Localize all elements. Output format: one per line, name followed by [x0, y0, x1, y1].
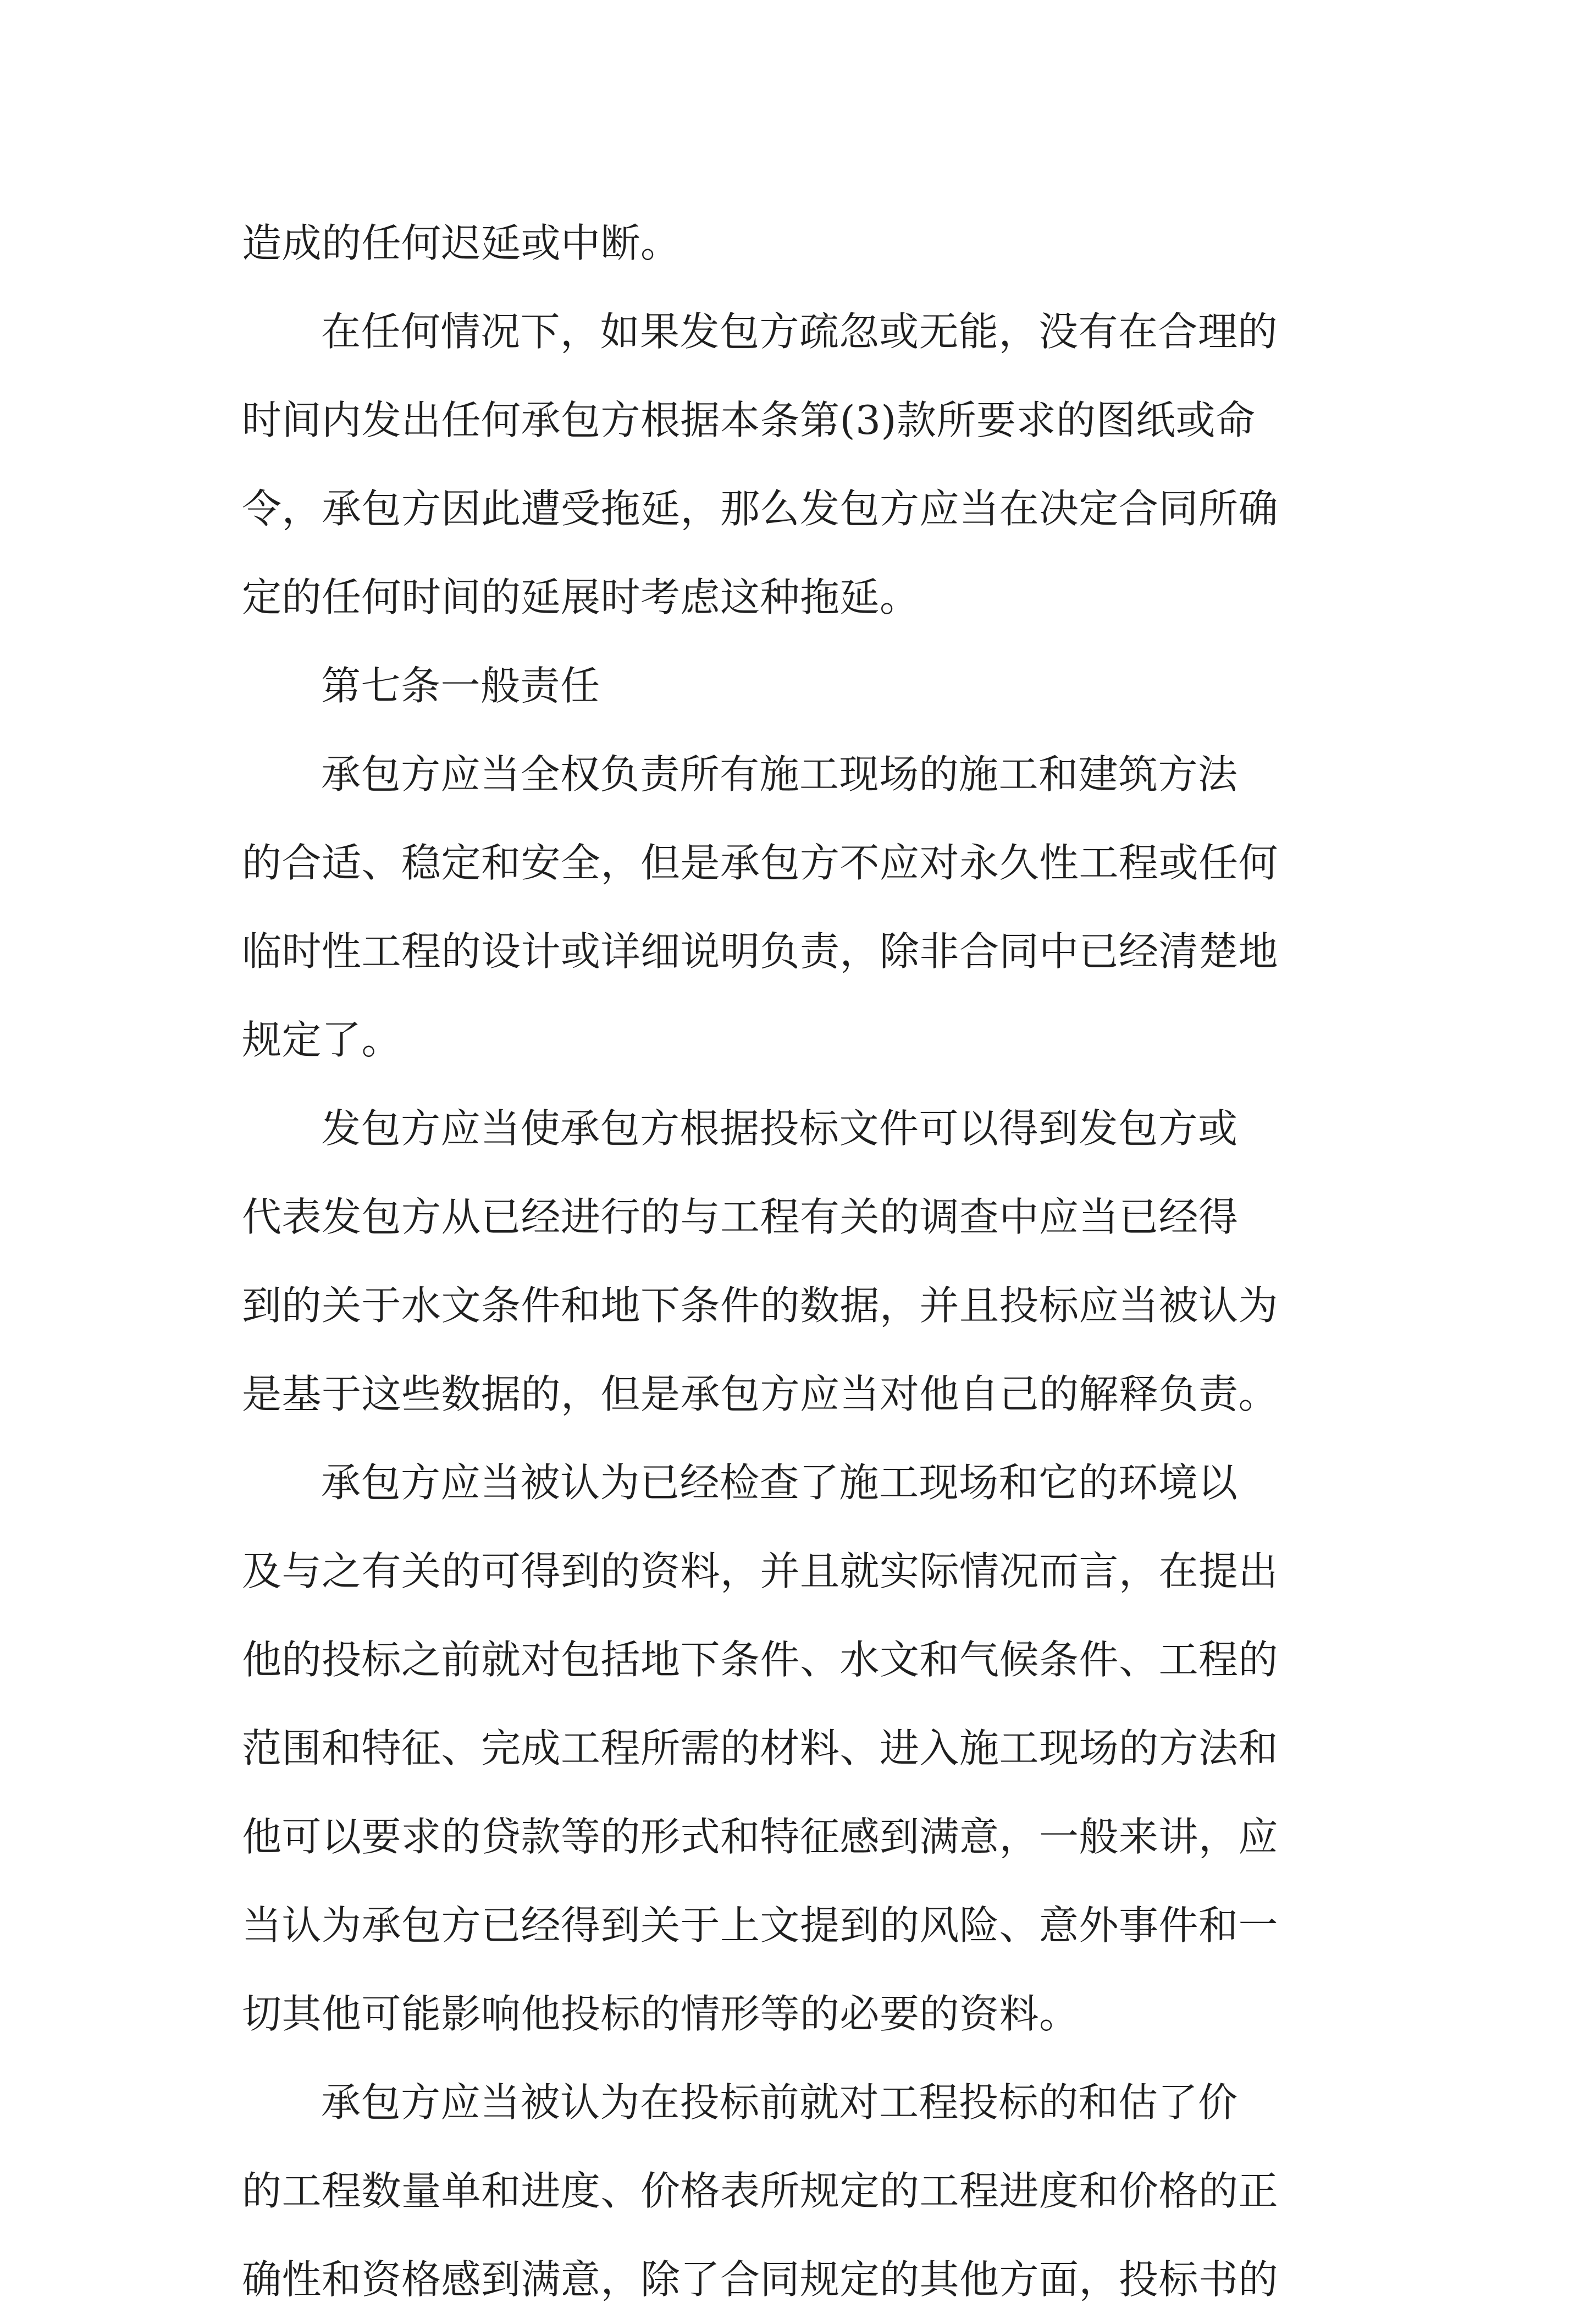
text-line: 承包方应当全权负责所有施工现场的施工和建筑方法 [321, 751, 1238, 797]
paragraph-4 [242, 1084, 1366, 1439]
text-line: 他的投标之前就对包括地下条件、水文和气候条件、工程的 [242, 1637, 1279, 1683]
text-line: 当认为承包方已经得到关于上文提到的风险、意外事件和一 [242, 1902, 1279, 1948]
text-line: 确性和资格感到满意，除了合同规定的其他方面，投标书的 [242, 2256, 1279, 2303]
section-heading [242, 642, 1366, 730]
text-line: 在任何情况下，如果发包方疏忽或无能，没有在合理的 [321, 309, 1278, 355]
text-line: 他可以要求的贷款等的形式和特征感到满意，一般来讲，应 [242, 1814, 1279, 1860]
text-line: 定的任何时间的延展时考虑这种拖延。 [242, 574, 920, 620]
text-line: 令，承包方因此遭受拖延，那么发包方应当在决定合同所确 [242, 486, 1279, 532]
text-line: 承包方应当被认为已经检查了施工现场和它的环境以 [321, 1460, 1238, 1506]
text-line: 代表发包方从已经进行的与工程有关的调查中应当已经得 [242, 1194, 1239, 1240]
text-line: 是基于这些数据的，但是承包方应当对他自己的解释负责。 [242, 1371, 1279, 1417]
text-line: 临时性工程的设计或详细说明负责，除非合同中已经清楚地 [242, 928, 1279, 974]
text-line: 及与之有关的可得到的资料，并且就实际情况而言，在提出 [242, 1548, 1279, 1594]
paragraph-3 [242, 730, 1366, 1084]
text-line: 时间内发出任何承包方根据本条第(3)款所要求的图纸或命 [242, 397, 1256, 443]
paragraph-1 [242, 199, 1366, 288]
text-line: 切其他可能影响他投标的情形等的必要的资料。 [242, 1991, 1079, 2037]
text-line: 范围和特征、完成工程所需的材料、进入施工现场的方法和 [242, 1725, 1279, 1771]
text-line: 的合适、稳定和安全，但是承包方不应对永久性工程或任何 [242, 840, 1279, 886]
document-body [242, 199, 1366, 2324]
text-line: 规定了。 [242, 1017, 402, 1063]
heading-text: 第七条一般责任 [321, 663, 600, 709]
text-line: 到的关于水文条件和地下条件的数据，并且投标应当被认为 [242, 1282, 1279, 1329]
paragraph-2 [242, 288, 1366, 642]
paragraph-6 [242, 2058, 1366, 2324]
text-line: 的工程数量单和进度、价格表所规定的工程进度和价格的正 [242, 2168, 1279, 2214]
text-line: 造成的任何迟延或中断。 [242, 220, 681, 266]
text-line: 承包方应当被认为在投标前就对工程投标的和估了价 [321, 2079, 1238, 2125]
text-line: 发包方应当使承包方根据投标文件可以得到发包方或 [321, 1105, 1238, 1152]
paragraph-5 [242, 1439, 1366, 2058]
